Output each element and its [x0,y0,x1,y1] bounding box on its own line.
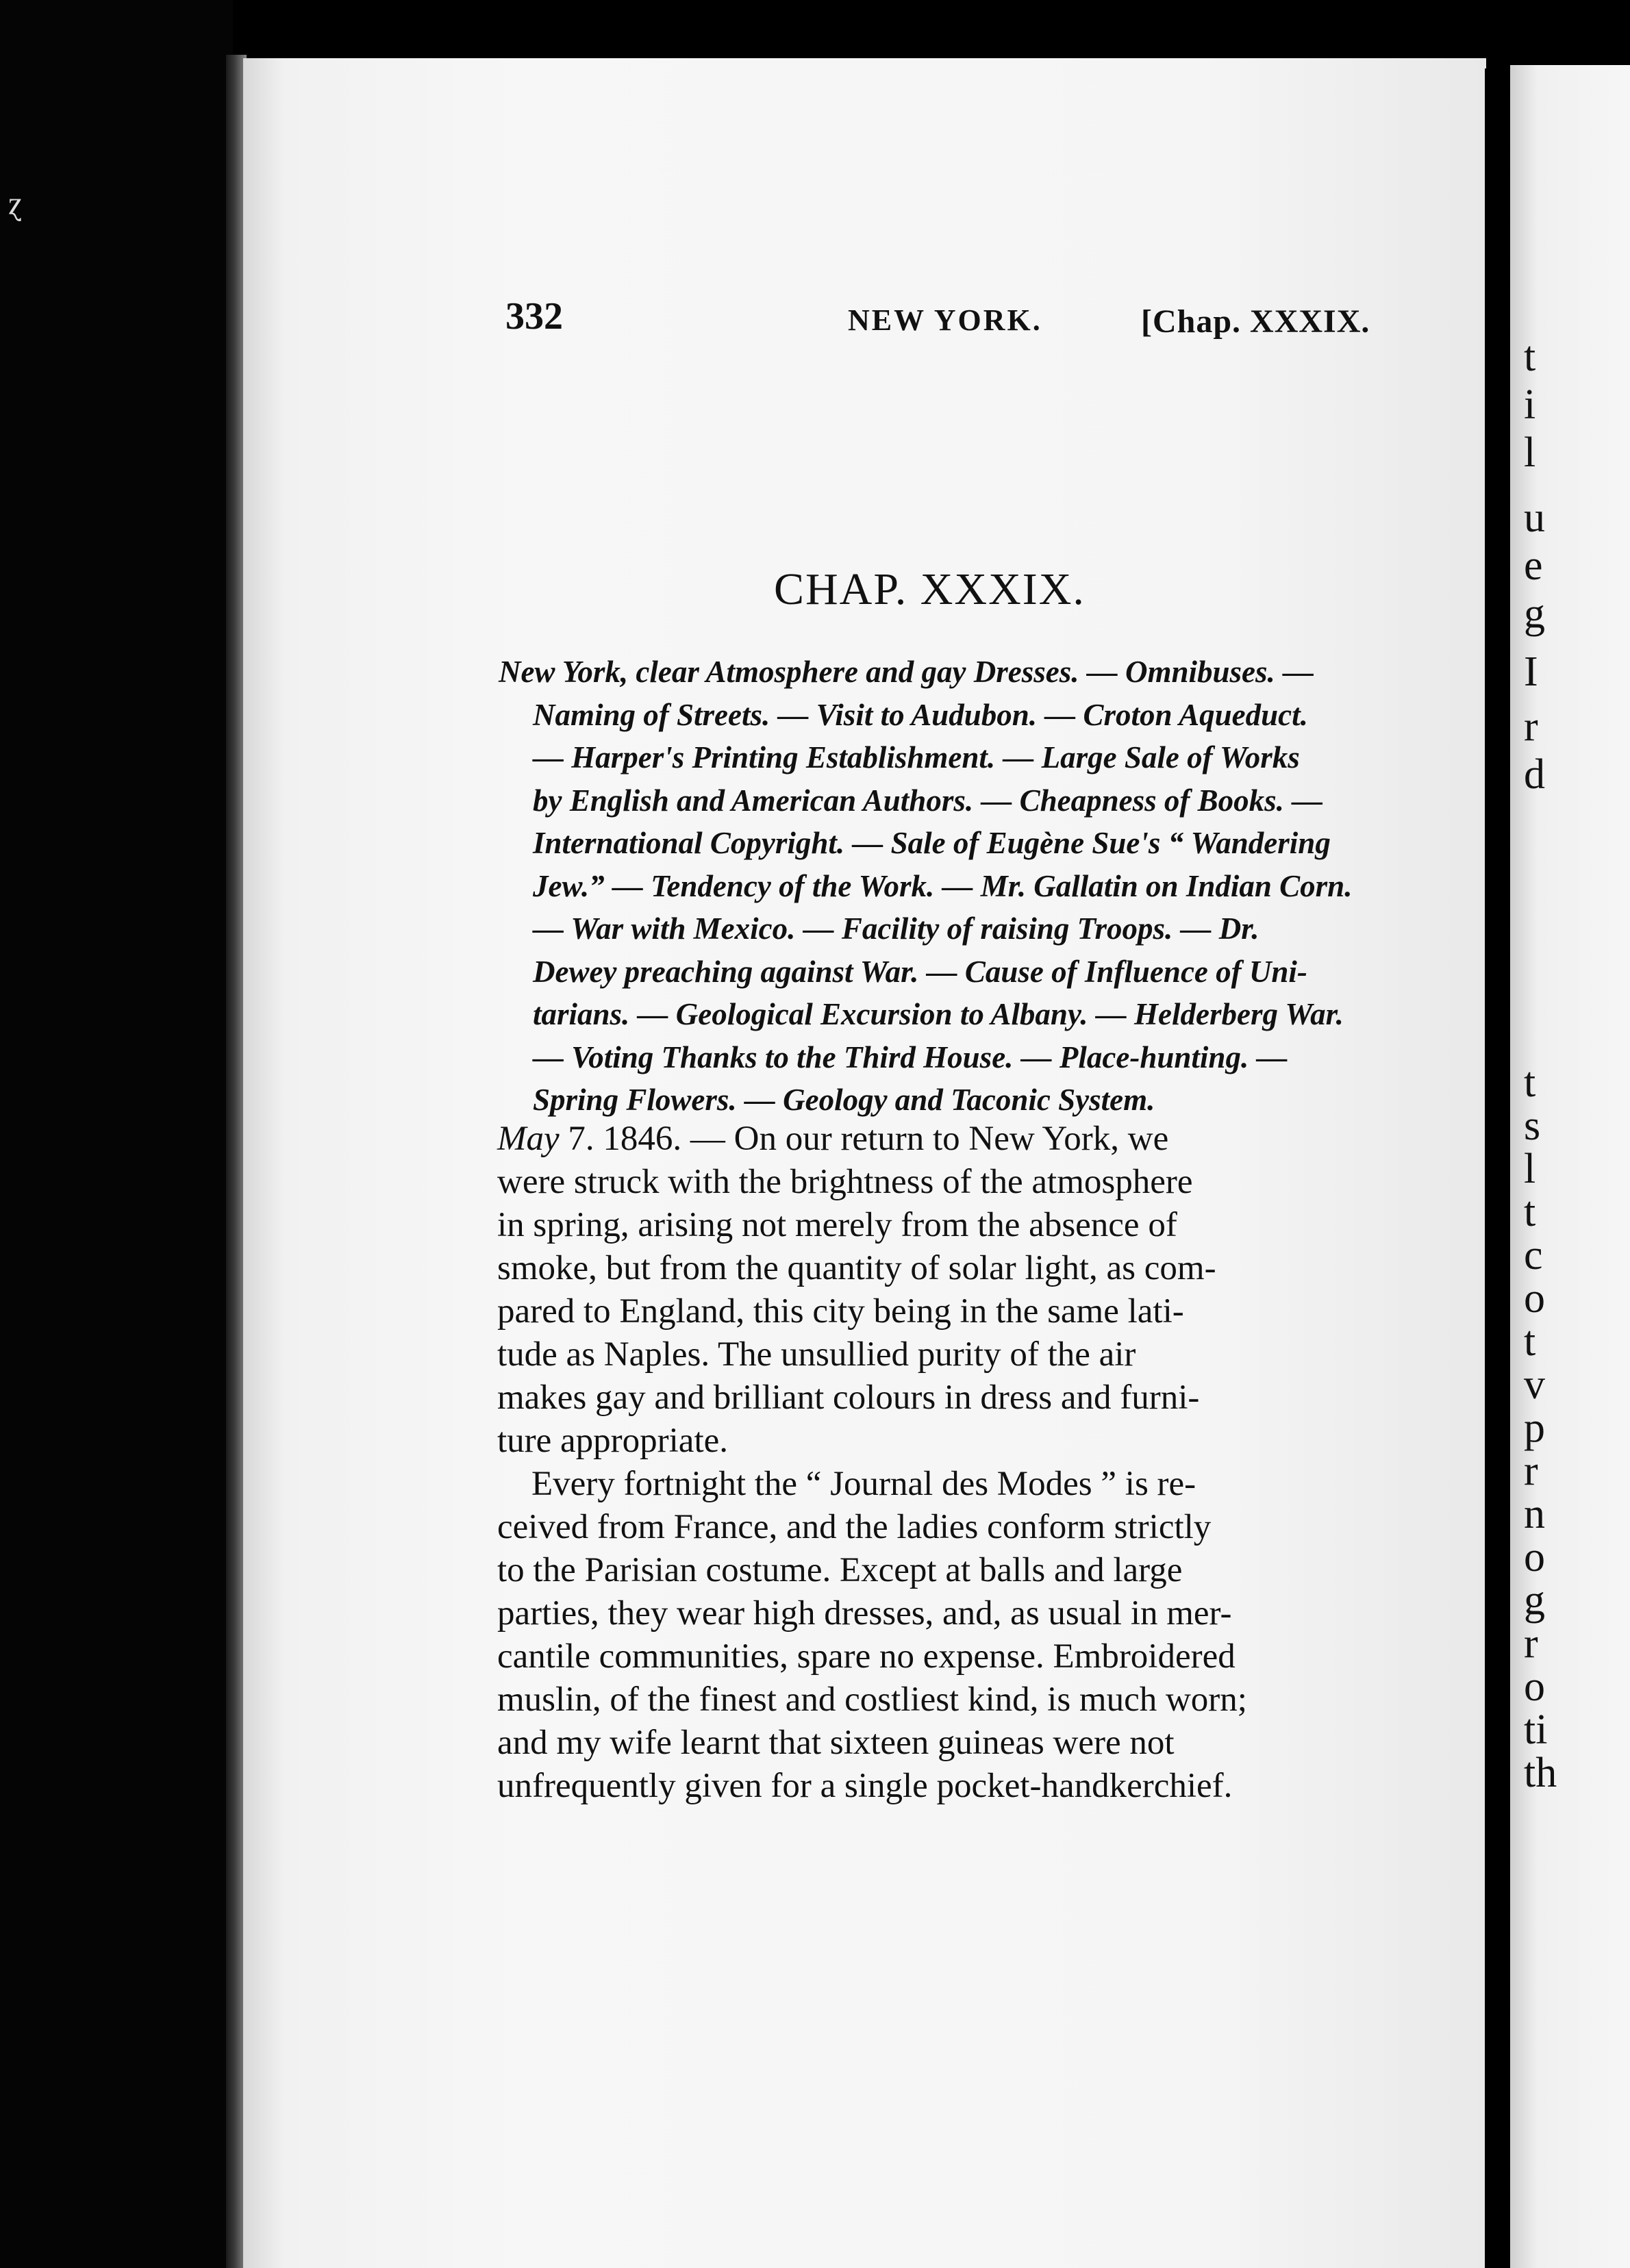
summary-line: — War with Mexico. — Facility of raising Troops. — Dr. [533,911,1259,946]
paragraph-first-line [497,1118,1363,1161]
adjacent-page-char: l [1524,429,1536,476]
chapter-heading: CHAP. XXXIX. [774,564,1086,614]
adjacent-page-char: r [1524,1620,1538,1667]
adjacent-page-char: I [1524,648,1538,695]
summary-line: Spring Flowers. — Geology and Taconic System. [533,1083,1155,1117]
adjacent-page-char: e [1524,542,1543,589]
body-line: pared to England, this city being in the same lati- [497,1292,1184,1331]
summary-line: tarians. — Geological Excursion to Albany. — Helderberg War. [533,997,1344,1031]
adjacent-page-char: l [1524,1146,1536,1192]
first-line-text: 7. 1846. — On our return to New York, we [559,1120,1169,1158]
body-line: in spring, arising not merely from the absence of [497,1206,1177,1244]
body-line: makes gay and brilliant colours in dress and furni- [497,1378,1200,1417]
running-title: NEW YORK. [848,303,1042,337]
adjacent-page-char: r [1524,703,1538,750]
adjacent-page-char: t [1524,333,1536,380]
summary-line: Jew.” — Tendency of the Work. — Mr. Gallatin on Indian Corn. [533,868,1353,903]
summary-line: International Copyright. — Sale of Eugène Sue's “ Wandering [533,826,1331,860]
body-line: parties, they wear high dresses, and, as usual in mer- [497,1594,1232,1633]
adjacent-page-char: p [1524,1404,1545,1451]
adjacent-page-char: d [1524,751,1545,798]
adjacent-page-char: t [1524,1318,1536,1365]
adjacent-page [1510,65,1630,2268]
body-line: muslin, of the finest and costliest kind, is much worn; [497,1680,1247,1719]
summary-line: — Voting Thanks to the Third House. — Place-hunting. — [533,1040,1288,1074]
chapter-summary [499,651,1362,1122]
dateline: May [497,1120,560,1158]
summary-line: New York, clear Atmosphere and gay Dresses. — Omnibuses. — [499,655,1314,689]
adjacent-page-char: o [1524,1663,1545,1710]
body-line: Every fortnight the “ Journal des Modes ” is re- [531,1465,1196,1503]
film-edge-mark: ɀ [8,186,23,222]
body-line: ceived from France, and the ladies conform strictly [497,1508,1212,1546]
adjacent-page-char: u [1524,494,1545,541]
adjacent-page-char: t [1524,1059,1536,1106]
body-line: were struck with the brightness of the atmosphere [497,1163,1193,1201]
adjacent-page-char: o [1524,1275,1545,1322]
adjacent-page-char: s [1524,1102,1541,1149]
body-text [497,1118,1363,1808]
body-line: smoke, but from the quantity of solar light, as com- [497,1249,1216,1287]
adjacent-page-char: g [1524,590,1545,637]
adjacent-page-char: o [1524,1534,1545,1580]
adjacent-page-char: i [1524,381,1536,428]
body-line: and my wife learnt that sixteen guineas were not [497,1724,1175,1762]
body-line: tude as Naples. The unsullied purity of the air [497,1335,1136,1374]
running-head [0,294,1630,349]
summary-line: — Harper's Printing Establishment. — Large Sale of Works [533,740,1300,774]
body-line: to the Parisian costume. Except at balls and large [497,1551,1183,1589]
page-gutter [1485,68,1507,2268]
body-line: cantile communities, spare no expense. Embroidered [497,1637,1236,1676]
chapter-reference: [Chap. XXXIX. [1141,303,1370,340]
summary-line: by English and American Authors. — Cheapness of Books. — [533,783,1323,818]
summary-line: Dewey preaching against War. — Cause of Influence of Uni- [533,954,1307,989]
body-line: unfrequently given for a single pocket-handkerchief. [497,1767,1233,1805]
adjacent-page-char: r [1524,1448,1538,1494]
adjacent-page-char: ti [1524,1706,1548,1753]
body-line: ture appropriate. [497,1422,729,1460]
page-number: 332 [505,295,563,338]
adjacent-page-char: th [1524,1750,1557,1796]
summary-line: Naming of Streets. — Visit to Audubon. — Croton Aqueduct. [533,697,1308,732]
adjacent-page-char: v [1524,1361,1545,1408]
adjacent-page-char: g [1524,1577,1545,1624]
adjacent-page-char: t [1524,1189,1536,1235]
adjacent-page-char: n [1524,1491,1545,1537]
adjacent-page-char: c [1524,1232,1543,1278]
